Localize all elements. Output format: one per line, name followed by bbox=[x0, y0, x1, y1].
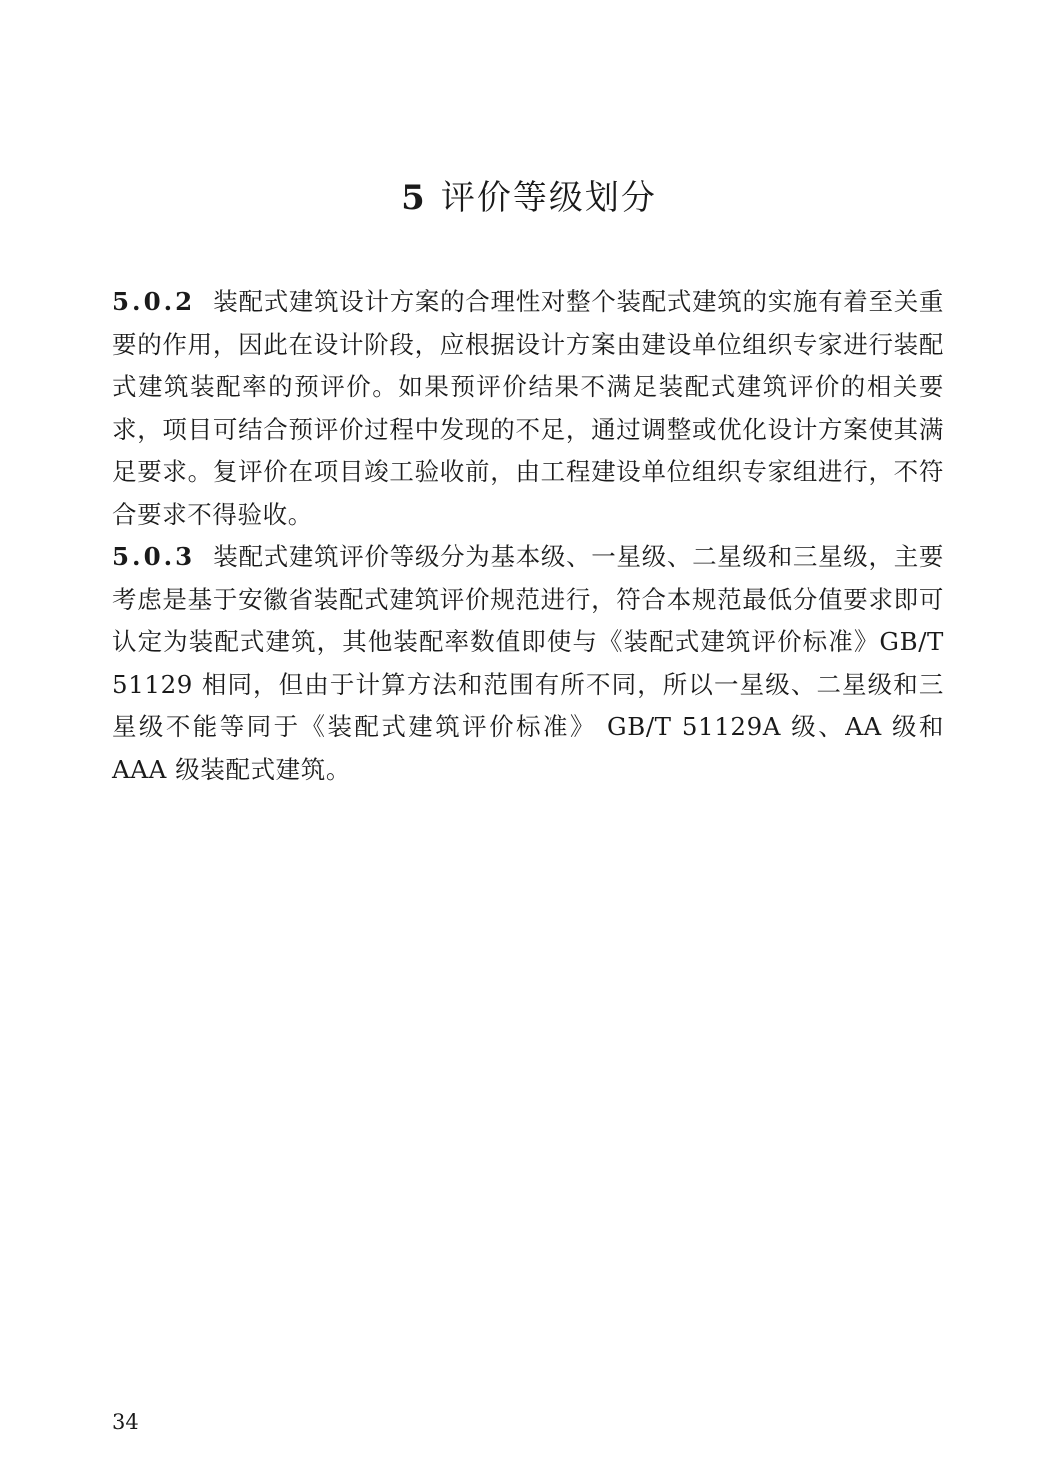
clause-text: 装配式建筑评价等级分为基本级、一星级、二星级和三星级，主要考虑是基于安徽省装配式建筑评价规范进行，符合本规范最低分值要求即可认定为装配式建筑，其他装配率数值即使与《装配式建筑评价标准》GB/T 51129 相同，但由于计算方法和范围有所不同，所以一星级、二星级和三星级不能等同于《装配式建筑评价标准》 GB/T 51129A 级、AA 级和 AAA 级装配式建筑。 bbox=[112, 542, 944, 784]
chapter-body bbox=[112, 281, 944, 791]
clause-number: 5.0.3 bbox=[112, 542, 196, 571]
page-number: 34 bbox=[112, 1410, 139, 1434]
clause-number: 5.0.2 bbox=[112, 287, 196, 316]
chapter-number: 5 bbox=[401, 178, 427, 218]
clause-5-0-2 bbox=[112, 281, 944, 536]
chapter-title-text: 评价等级划分 bbox=[440, 178, 657, 218]
chapter-title bbox=[0, 170, 1058, 226]
clause-text: 装配式建筑设计方案的合理性对整个装配式建筑的实施有着至关重要的作用，因此在设计阶段，应根据设计方案由建设单位组织专家进行装配式建筑装配率的预评价。如果预评价结果不满足装配式建筑评价的相关要求，项目可结合预评价过程中发现的不足，通过调整或优化设计方案使其满足要求。复评价在项目竣工验收前，由工程建设单位组织专家组进行，不符合要求不得验收。 bbox=[112, 287, 944, 529]
clause-5-0-3 bbox=[112, 536, 944, 791]
